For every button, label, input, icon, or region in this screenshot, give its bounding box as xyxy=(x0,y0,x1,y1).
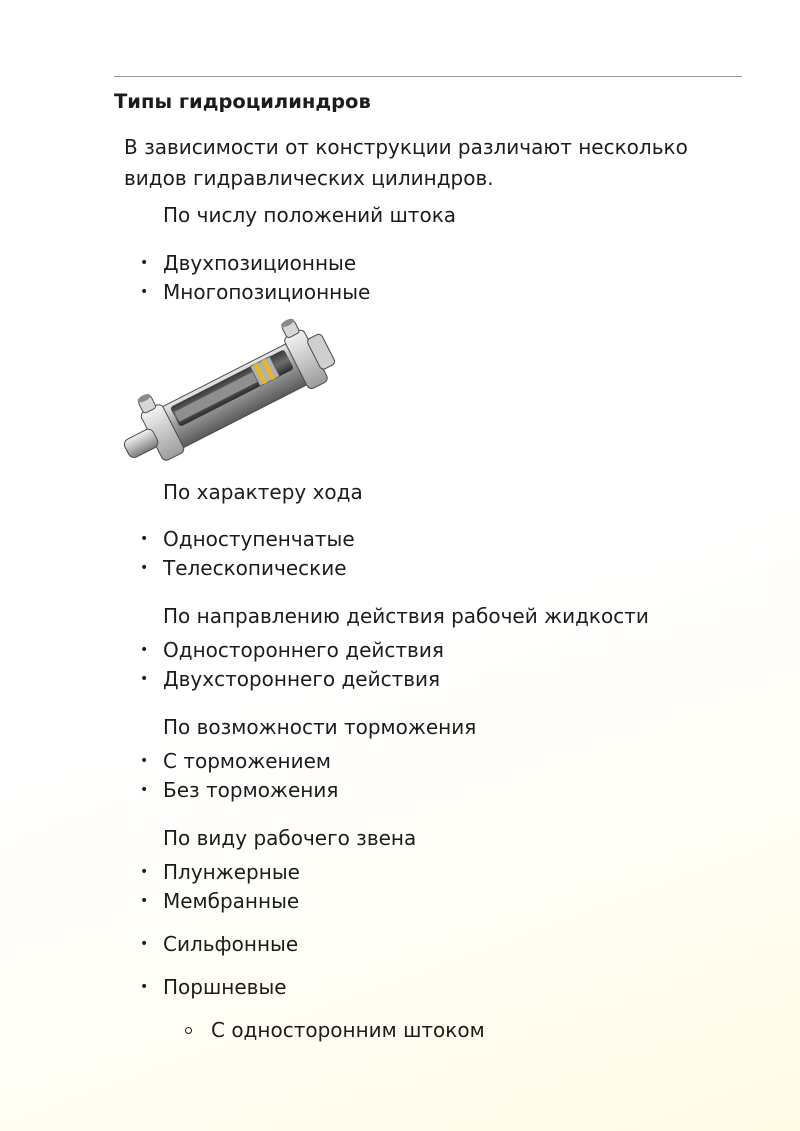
bullet-icon: • xyxy=(140,979,149,995)
list-item-text: Плунжерные xyxy=(163,860,300,884)
bullet-icon: • xyxy=(140,753,149,769)
list-item-text: Телескопические xyxy=(163,556,347,580)
list-item-text: С торможением xyxy=(163,749,332,773)
list-item-text: Двухпозиционные xyxy=(163,251,357,275)
bullet-icon: • xyxy=(140,893,149,909)
list-item-text: Без торможения xyxy=(163,778,339,802)
list-item-text: Мембранные xyxy=(163,889,300,913)
group-title: По виду рабочего звена xyxy=(163,826,417,850)
nested-list-item-text: С односторонним штоком xyxy=(211,1018,485,1042)
list-item-text: Одноступенчатые xyxy=(163,527,355,551)
bullet-icon: • xyxy=(140,531,149,547)
hydraulic-cylinder-icon xyxy=(112,318,344,478)
bullet-icon: • xyxy=(140,936,149,952)
bullet-icon: • xyxy=(140,560,149,576)
intro-paragraph: В зависимости от конструкции различают несколько видов гидравлических цилиндров. xyxy=(124,135,688,190)
group-title: По характеру хода xyxy=(163,480,363,504)
circle-bullet-icon xyxy=(185,1027,192,1034)
top-divider xyxy=(114,76,742,77)
list-item-text: Сильфонные xyxy=(163,932,299,956)
list-item-text: Двухстороннего действия xyxy=(163,667,441,691)
group-title: По числу положений штока xyxy=(163,203,457,227)
bullet-icon: • xyxy=(140,255,149,271)
bullet-icon: • xyxy=(140,642,149,658)
group-title: По направлению действия рабочей жидкости xyxy=(163,604,649,628)
group-title: По возможности торможения xyxy=(163,715,477,739)
bullet-icon: • xyxy=(140,782,149,798)
list-item-text: Поршневые xyxy=(163,975,287,999)
bullet-icon: • xyxy=(140,284,149,300)
list-item-text: Одностороннего действия xyxy=(163,638,444,662)
bullet-icon: • xyxy=(140,671,149,687)
bullet-icon: • xyxy=(140,864,149,880)
section-heading: Типы гидроцилиндров xyxy=(114,90,371,113)
list-item-text: Многопозиционные xyxy=(163,280,371,304)
